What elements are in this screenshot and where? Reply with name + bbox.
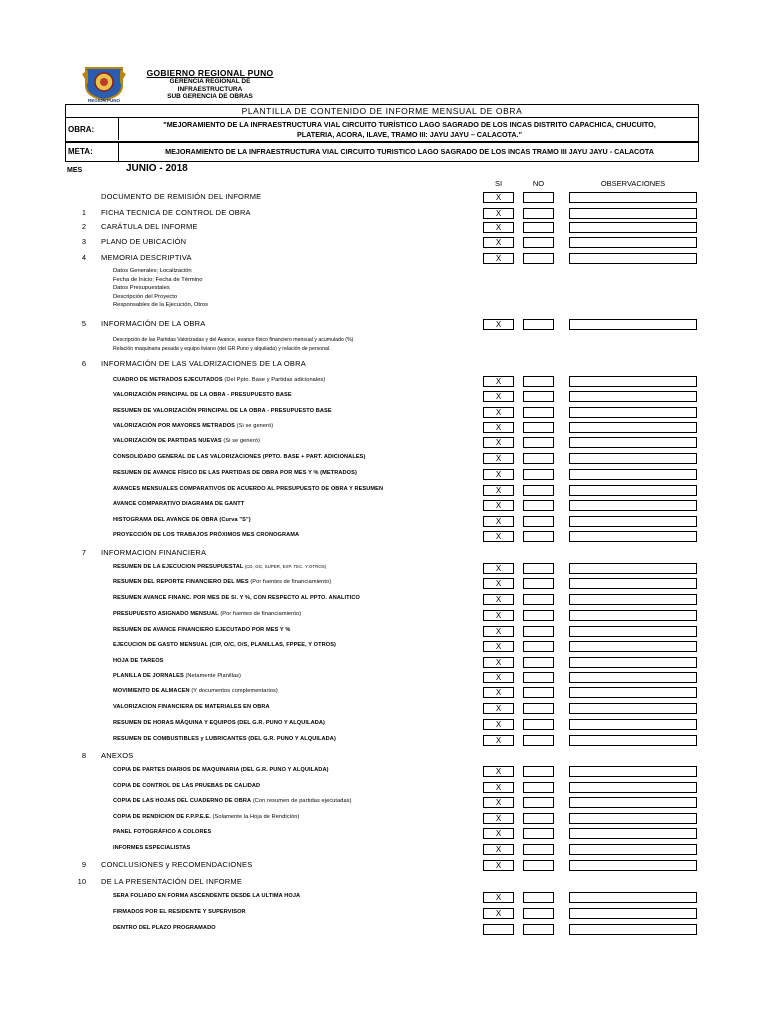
row-label-text: RESUMEN DE AVANCE FINANCIERO EJECUTADO POR MES Y % <box>113 627 291 633</box>
template-title-box <box>65 104 699 118</box>
row-label-text: INFORMACION FINANCIERA <box>101 548 207 557</box>
si-checkbox[interactable]: X <box>483 376 514 387</box>
row-label <box>101 877 242 886</box>
no-checkbox[interactable] <box>523 687 554 698</box>
org-header <box>135 68 285 101</box>
row-label <box>101 751 133 760</box>
si-checkbox[interactable]: X <box>483 437 514 448</box>
row-label-small-note: (CD, GG, SUPER, EXP. TEC. Y OTROS) <box>243 564 327 569</box>
no-checkbox[interactable] <box>523 376 554 387</box>
note-line: Responsables de la Ejecución, Otros <box>113 302 209 309</box>
no-checkbox[interactable] <box>523 253 554 264</box>
row-label-text: HOJA DE TAREOS <box>113 658 164 664</box>
row-label <box>113 704 270 710</box>
no-checkbox[interactable] <box>523 828 554 839</box>
row-label <box>113 688 278 694</box>
observaciones-field[interactable] <box>569 407 697 418</box>
row-label <box>113 486 383 492</box>
si-checkbox[interactable]: X <box>483 531 514 542</box>
row-label-text: COPIA DE LAS HOJAS DEL CUADERNO DE OBRA <box>113 798 252 804</box>
si-checkbox[interactable]: X <box>483 192 514 203</box>
row-label-note: (Por fuentes de financiamiento) <box>218 611 302 617</box>
row-label <box>113 642 336 648</box>
no-checkbox[interactable] <box>523 657 554 668</box>
observaciones-field[interactable] <box>569 531 697 542</box>
row-label-text: COPIA DE CONTROL DE LAS PRUEBAS DE CALIDAD <box>113 783 261 789</box>
observaciones-field[interactable] <box>569 376 697 387</box>
row-label <box>101 860 252 869</box>
observaciones-field[interactable] <box>569 208 697 219</box>
observaciones-field[interactable] <box>569 594 697 605</box>
row-label-text: VALORIZACIÓN PRINCIPAL DE LA OBRA - PRESUPUESTO BASE <box>113 392 292 398</box>
row-label <box>101 359 306 368</box>
observaciones-field[interactable] <box>569 578 697 589</box>
row-label <box>113 767 329 773</box>
si-checkbox[interactable]: X <box>483 237 514 248</box>
observaciones-field[interactable] <box>569 610 697 621</box>
observaciones-field[interactable] <box>569 703 697 714</box>
si-checkbox[interactable]: X <box>483 892 514 903</box>
observaciones-field[interactable] <box>569 516 697 527</box>
note-line: Datos Presupuestales <box>113 285 170 292</box>
note-line: Descripción del Proyecto <box>113 293 178 300</box>
observaciones-field[interactable] <box>569 828 697 839</box>
row-number: 9 <box>81 860 86 869</box>
col-si-header: SI <box>494 179 503 188</box>
observaciones-field[interactable] <box>569 766 697 777</box>
no-checkbox[interactable] <box>523 766 554 777</box>
row-label-text: DOCUMENTO DE REMISIÓN DEL INFORME <box>101 192 262 201</box>
no-checkbox[interactable] <box>523 735 554 746</box>
row-label-text: RESUMEN DEL REPORTE FINANCIERO DEL MES <box>113 579 249 585</box>
row-label-text: RESUMEN DE VALORIZACIÓN PRINCIPAL DE LA OBRA - PRESUPUESTO BASE <box>113 408 332 414</box>
row-label-text: VALORIZACIÓN DE PARTIDAS NUEVAS <box>113 438 222 444</box>
si-checkbox[interactable]: X <box>483 422 514 433</box>
row-label <box>101 237 186 246</box>
si-checkbox[interactable]: X <box>483 797 514 808</box>
no-checkbox[interactable] <box>523 319 554 330</box>
row-label-text: PROYECCIÓN DE LOS TRABAJOS PRÓXIMOS MES CRONOGRAMA <box>113 532 300 538</box>
si-checkbox[interactable]: X <box>483 610 514 621</box>
no-checkbox[interactable] <box>523 844 554 855</box>
observaciones-field[interactable] <box>569 422 697 433</box>
row-label-text: ANEXOS <box>101 751 134 760</box>
row-label-note: (Con resumen de partidas ejecutadas) <box>251 798 352 804</box>
row-number: 2 <box>81 222 86 231</box>
observaciones-field[interactable] <box>569 626 697 637</box>
no-checkbox[interactable] <box>523 594 554 605</box>
row-label-text: COPIA DE RENDICION DE F.P.P.E.E. <box>113 814 211 820</box>
si-checkbox[interactable]: X <box>483 453 514 464</box>
observaciones-field[interactable] <box>569 319 697 330</box>
row-label <box>113 814 299 820</box>
row-label <box>113 501 244 507</box>
org-dept3: SUB GERENCIA DE OBRAS <box>167 93 253 100</box>
row-label-text: RESUMEN AVANCE FINANC. POR MES DE S/. Y %, CON RESPECTO AL PPTO. ANALITICO <box>113 595 360 601</box>
row-label <box>101 208 251 217</box>
row-label-text: AVANCE COMPARATIVO DIAGRAMA DE GANTT <box>113 501 245 507</box>
row-label-text: DENTRO DEL PLAZO PROGRAMADO <box>113 925 216 931</box>
obra-line2: PLATERIA, ACORA, ILAVE, TRAMO III: JAYU JAYU – CALACOTA." <box>296 130 523 139</box>
row-label <box>113 408 332 414</box>
observaciones-field[interactable] <box>569 563 697 574</box>
no-checkbox[interactable] <box>523 578 554 589</box>
observaciones-field[interactable] <box>569 500 697 511</box>
row-label <box>101 319 205 328</box>
note-line: Fecha de Inicio; Fecha de Término <box>113 276 203 283</box>
row-label-note: (Por fuentes de financiamiento) <box>248 579 332 585</box>
no-checkbox[interactable] <box>523 516 554 527</box>
row-label <box>113 658 164 664</box>
observaciones-field[interactable] <box>569 844 697 855</box>
row-label <box>113 579 331 585</box>
meta-value: MEJORAMIENTO DE LA INFRAESTRUCTURA VIAL CIRCUITO TURISTICO LAGO SAGRADO DE LOS INCAS TRAMO III JAYU JAYU - CALACOTA <box>165 147 654 156</box>
no-checkbox[interactable] <box>523 782 554 793</box>
meta-label: META: <box>68 147 93 156</box>
row-label-text: PRESUPUESTO ASIGNADO MENSUAL <box>113 611 219 617</box>
si-checkbox[interactable]: X <box>483 253 514 264</box>
row-label-text: RESUMEN DE COMBUSTIBLES y LUBRICANTES (DEL G.R. PUNO Y ALQUILADA) <box>113 736 336 742</box>
row-label <box>113 798 352 804</box>
row-label-text: INFORMES ESPECIALISTAS <box>113 845 191 851</box>
no-checkbox[interactable] <box>523 437 554 448</box>
row-label <box>113 720 325 726</box>
row-label <box>113 595 360 601</box>
row-label-text: PANEL FOTOGRÁFICO A COLORES <box>113 829 212 835</box>
si-checkbox[interactable]: X <box>483 469 514 480</box>
logo <box>80 64 128 106</box>
row-label-note: (Netamente Planillas) <box>183 673 242 679</box>
row-label <box>113 611 301 617</box>
row-label-text: SERA FOLIADO EN FORMA ASCENDENTE DESDE LA ULTIMA HOJA <box>113 893 301 899</box>
row-label-note: (Si se generó) <box>221 438 260 444</box>
row-label-text: EJECUCION DE GASTO MENSUAL (C/P, O/C, O/S, PLANILLAS, FPPEE, Y OTROS) <box>113 642 337 648</box>
row-label <box>113 673 241 679</box>
no-checkbox[interactable] <box>523 208 554 219</box>
row-label-text: PLANILLA DE JORNALES <box>113 673 184 679</box>
org-dept1: GERENCIA REGIONAL DE <box>169 78 251 85</box>
observaciones-field[interactable] <box>569 657 697 668</box>
no-checkbox[interactable] <box>523 672 554 683</box>
row-label-text: VALORIZACIÓN POR MAYORES METRADOS <box>113 423 236 429</box>
no-checkbox[interactable] <box>523 860 554 871</box>
row-number: 10 <box>77 877 86 886</box>
si-checkbox[interactable]: X <box>483 641 514 652</box>
no-checkbox[interactable] <box>523 237 554 248</box>
row-label-text: RESUMEN DE AVANCE FÍSICO DE LAS PARTIDAS DE OBRA POR MES Y % (METRADOS) <box>113 470 357 476</box>
row-label <box>113 438 260 444</box>
no-checkbox[interactable] <box>523 892 554 903</box>
row-number: 3 <box>81 237 86 246</box>
row-label-text: RESUMEN DE HORAS MÁQUINA Y EQUIPOS (DEL G.R. PUNO Y ALQUILADA) <box>113 720 325 726</box>
si-checkbox[interactable]: X <box>483 516 514 527</box>
row-label <box>113 909 246 915</box>
row-label <box>113 845 190 851</box>
si-checkbox[interactable]: X <box>483 687 514 698</box>
observaciones-field[interactable] <box>569 391 697 402</box>
row-number: 1 <box>81 208 86 217</box>
no-checkbox[interactable] <box>523 924 554 935</box>
si-checkbox[interactable]: X <box>483 500 514 511</box>
row-number: 7 <box>81 548 86 557</box>
row-number: 4 <box>81 253 86 262</box>
row-label <box>113 893 300 899</box>
row-label-note: (Si se generó) <box>235 423 274 429</box>
si-checkbox[interactable]: X <box>483 672 514 683</box>
observaciones-field[interactable] <box>569 485 697 496</box>
row-label-text: DE LA PRESENTACIÓN DEL INFORME <box>101 877 243 886</box>
observaciones-field[interactable] <box>569 797 697 808</box>
no-checkbox[interactable] <box>523 222 554 233</box>
si-checkbox[interactable]: X <box>483 485 514 496</box>
si-checkbox[interactable]: X <box>483 813 514 824</box>
note-line: Relación maquinaria pesada y equipo liviano (del GR Puno y alquilada) y relación de personal. <box>113 346 331 352</box>
row-label-text: COPIA DE PARTES DIARIOS DE MAQUINARIA (DEL G.R. PUNO Y ALQUILADA) <box>113 767 329 773</box>
observaciones-field[interactable] <box>569 437 697 448</box>
note-line: Datos Generales; Localización <box>113 268 192 274</box>
si-checkbox[interactable]: X <box>483 766 514 777</box>
observaciones-field[interactable] <box>569 813 697 824</box>
row-number: 6 <box>81 359 86 368</box>
row-label-text: INFORMACIÓN DE LA OBRA <box>101 319 206 328</box>
si-checkbox[interactable]: X <box>483 578 514 589</box>
row-label <box>113 925 216 931</box>
si-checkbox[interactable]: X <box>483 782 514 793</box>
template-title: PLANTILLA DE CONTENIDO DE INFORME MENSUAL DE OBRA <box>241 106 523 116</box>
col-no-header: NO <box>532 179 545 188</box>
no-checkbox[interactable] <box>523 192 554 203</box>
no-checkbox[interactable] <box>523 407 554 418</box>
memoria-notes <box>113 267 208 310</box>
no-checkbox[interactable] <box>523 531 554 542</box>
si-checkbox[interactable]: X <box>483 208 514 219</box>
observaciones-field[interactable] <box>569 892 697 903</box>
logo-caption: REGIÓN PUNO <box>87 98 120 103</box>
si-checkbox[interactable]: X <box>483 407 514 418</box>
row-label-note: (Del Ppto. Base y Partidas adicionales) <box>222 377 326 383</box>
row-label-text: RESUMEN DE LA EJECUCION PRESUPUESTAL <box>113 564 244 570</box>
meta-box <box>65 142 699 162</box>
row-label-note: (Y documentos complementarios) <box>189 688 278 694</box>
no-checkbox[interactable] <box>523 422 554 433</box>
row-label-text: CONCLUSIONES y RECOMENDACIONES <box>101 860 253 869</box>
si-checkbox[interactable]: X <box>483 908 514 919</box>
row-label-text: MEMORIA DESCRIPTIVA <box>101 253 192 262</box>
si-checkbox[interactable]: X <box>483 735 514 746</box>
no-checkbox[interactable] <box>523 500 554 511</box>
row-label <box>101 548 206 557</box>
row-label <box>113 423 273 429</box>
row-label-text: FIRMADOS POR EL RESIDENTE Y SUPERVISOR <box>113 909 246 915</box>
si-checkbox[interactable]: X <box>483 844 514 855</box>
no-checkbox[interactable] <box>523 813 554 824</box>
row-label <box>113 783 260 789</box>
si-checkbox[interactable] <box>483 924 514 935</box>
observaciones-field[interactable] <box>569 908 697 919</box>
row-label-note: (Solamente la Hoja de Rendición) <box>210 814 300 820</box>
si-checkbox[interactable]: X <box>483 719 514 730</box>
row-number: 5 <box>81 319 86 328</box>
row-label <box>113 470 357 476</box>
row-label <box>113 377 325 383</box>
si-checkbox[interactable]: X <box>483 391 514 402</box>
no-checkbox[interactable] <box>523 797 554 808</box>
observaciones-field[interactable] <box>569 782 697 793</box>
row-label-text: CARÁTULA DEL INFORME <box>101 222 198 231</box>
si-checkbox[interactable]: X <box>483 563 514 574</box>
observaciones-field[interactable] <box>569 469 697 480</box>
row-label-text: PLANO DE UBICACIÓN <box>101 237 187 246</box>
row-label-text: FICHA TECNICA DE CONTROL DE OBRA <box>101 208 251 217</box>
si-checkbox[interactable]: X <box>483 828 514 839</box>
row-label <box>113 736 336 742</box>
note-line: Descripción de las Partidas Valorizadas y del Avance, avance físico financiero mensual y acumulado (%) <box>113 337 354 343</box>
row-label <box>113 829 211 835</box>
row-label <box>113 532 299 538</box>
observaciones-field[interactable] <box>569 924 697 935</box>
obra-label: OBRA: <box>68 125 95 134</box>
row-label-text: AVANCES MENSUALES COMPARATIVOS DE ACUERDO AL PRESUPUESTO DE OBRA Y RESUMEN <box>113 486 384 492</box>
mes-value: JUNIO - 2018 <box>126 163 188 174</box>
observaciones-field[interactable] <box>569 719 697 730</box>
row-label <box>113 517 251 523</box>
si-checkbox[interactable]: X <box>483 860 514 871</box>
no-checkbox[interactable] <box>523 391 554 402</box>
obra-line1: "MEJORAMIENTO DE LA INFRAESTRUCTURA VIAL CIRCUITO TURÍSTICO LAGO SAGRADO DE LOS INCAS DISTRITO CAPACHICA, CHUCUITO, <box>163 120 656 129</box>
observaciones-field[interactable] <box>569 641 697 652</box>
si-checkbox[interactable]: X <box>483 626 514 637</box>
no-checkbox[interactable] <box>523 908 554 919</box>
observaciones-field[interactable] <box>569 253 697 264</box>
no-checkbox[interactable] <box>523 469 554 480</box>
col-obs-header: OBSERVACIONES <box>600 179 666 188</box>
row-label-text: HISTOGRAMA DEL AVANCE DE OBRA (Curva "S") <box>113 517 251 523</box>
no-checkbox[interactable] <box>523 703 554 714</box>
row-number: 8 <box>81 751 86 760</box>
row-label <box>101 192 261 201</box>
obra-box <box>65 118 699 142</box>
observaciones-field[interactable] <box>569 687 697 698</box>
no-checkbox[interactable] <box>523 719 554 730</box>
mes-label: MES <box>67 167 83 174</box>
row-label <box>113 564 326 570</box>
no-checkbox[interactable] <box>523 626 554 637</box>
no-checkbox[interactable] <box>523 610 554 621</box>
observaciones-field[interactable] <box>569 672 697 683</box>
si-checkbox[interactable]: X <box>483 222 514 233</box>
si-checkbox[interactable]: X <box>483 703 514 714</box>
row-label <box>113 627 290 633</box>
row-label <box>113 454 365 460</box>
si-checkbox[interactable]: X <box>483 657 514 668</box>
row-label-text: CONSOLIDADO GENERAL DE LAS VALORIZACIONES (PPTO. BASE + PART. ADICIONALES) <box>113 454 366 460</box>
observaciones-field[interactable] <box>569 237 697 248</box>
row-label-text: VALORIZACION FINANCIERA DE MATERIALES EN OBRA <box>113 704 270 710</box>
row-label-text: INFORMACIÓN DE LAS VALORIZACIONES DE LA OBRA <box>101 359 306 368</box>
row-label-text: CUADRO DE METRADOS EJECUTADOS <box>113 377 223 383</box>
si-checkbox[interactable]: X <box>483 319 514 330</box>
no-checkbox[interactable] <box>523 453 554 464</box>
org-name: GOBIERNO REGIONAL PUNO <box>146 68 274 78</box>
si-checkbox[interactable]: X <box>483 594 514 605</box>
row-label <box>113 392 292 398</box>
info-obra-notes <box>113 336 353 354</box>
no-checkbox[interactable] <box>523 485 554 496</box>
org-dept2: INFRAESTRUCTURA <box>177 85 243 93</box>
row-label-text: MOVIMIENTO DE ALMACEN <box>113 688 190 694</box>
observaciones-field[interactable] <box>569 860 697 871</box>
no-checkbox[interactable] <box>523 641 554 652</box>
row-label <box>101 253 192 262</box>
observaciones-field[interactable] <box>569 453 697 464</box>
row-label <box>101 222 198 231</box>
observaciones-field[interactable] <box>569 222 697 233</box>
observaciones-field[interactable] <box>569 192 697 203</box>
observaciones-field[interactable] <box>569 735 697 746</box>
no-checkbox[interactable] <box>523 563 554 574</box>
